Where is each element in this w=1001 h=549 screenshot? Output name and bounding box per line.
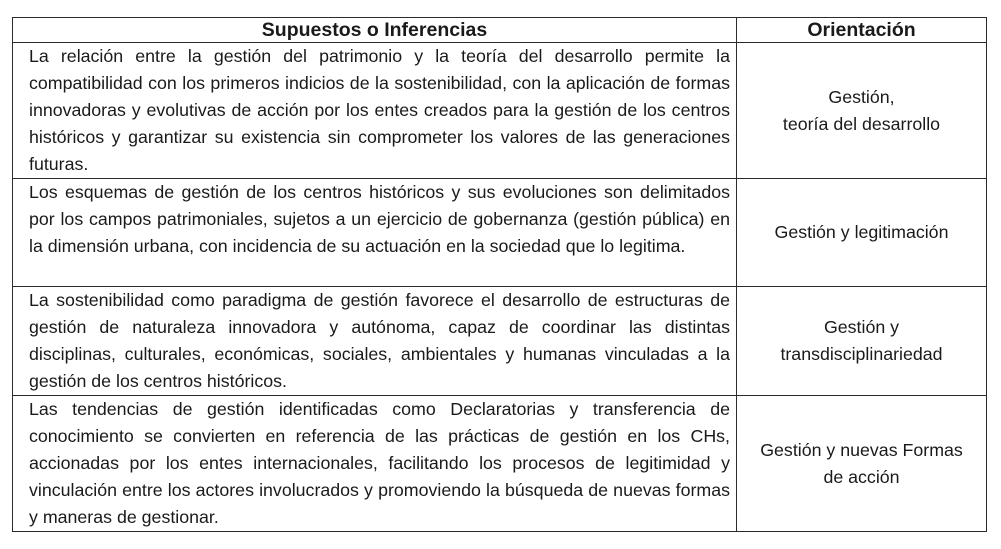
row-2-text: Los esquemas de gestión de los centros históricos y sus evoluciones son delimitados por los campos patrimoniales, sujetos a un ejercicio de gobernanza (gestión pública) en la dimensión urbana, con incidencia de su actuación en la sociedad que lo legitima. (13, 179, 737, 287)
row-3-orientation-line-2: transdisciplinariedad (780, 344, 943, 364)
row-1-orientation-line-1: Gestión, (828, 86, 895, 107)
row-3-text: La sostenibilidad como paradigma de gestión favorece el desarrollo de estructuras de gestión de naturaleza innovadora y autónoma, capaz de coordinar las distintas disciplinas, culturales, económicas, sociales, ambientales y humanas vinculadas a la gestión de los centros históricos. (13, 287, 737, 396)
row-4-text: Las tendencias de gestión identificadas como Declaratorias y transferencia de conocimiento se convierten en referencia de las prácticas de gestión en los CHs, accionadas por los entes internacionales, facilitando los procesos de legitimidad y vinculación entre los actores involucrados y promoviendo la búsqueda de nuevas formas y maneras de gestionar. (13, 396, 737, 532)
table-row (13, 287, 987, 396)
row-1-text: La relación entre la gestión del patrimonio y la teoría del desarrollo permite la compatibilidad con los primeros indicios de la sostenibilidad, con la aplicación de formas innovadoras y evolutivas de acción por los entes creados para la gestión de los centros históricos y garantizar su existencia sin comprometer los valores de las generaciones futuras. (13, 43, 737, 179)
header-supuestos: Supuestos o Inferencias (13, 18, 737, 43)
row-4-orientation-line-1: Gestión y nuevas Formas (760, 439, 963, 460)
table-row (13, 396, 987, 532)
row-3-orientation-line-1: Gestión y (823, 317, 900, 337)
row-1-orientation-line-2: teoría del desarrollo (782, 113, 941, 134)
table-row (13, 43, 987, 179)
inferences-table (12, 17, 987, 532)
row-2-orientation (737, 179, 987, 287)
header-orientacion: Orientación (737, 18, 987, 43)
row-4-orientation (737, 396, 987, 532)
table-row (13, 179, 987, 287)
row-4-orientation-line-2: de acción (823, 466, 900, 487)
table-header-row (13, 18, 987, 43)
row-2-orientation-line-1: Gestión y legitimación (774, 222, 949, 242)
row-1-orientation (737, 43, 987, 179)
row-3-orientation (737, 287, 987, 396)
